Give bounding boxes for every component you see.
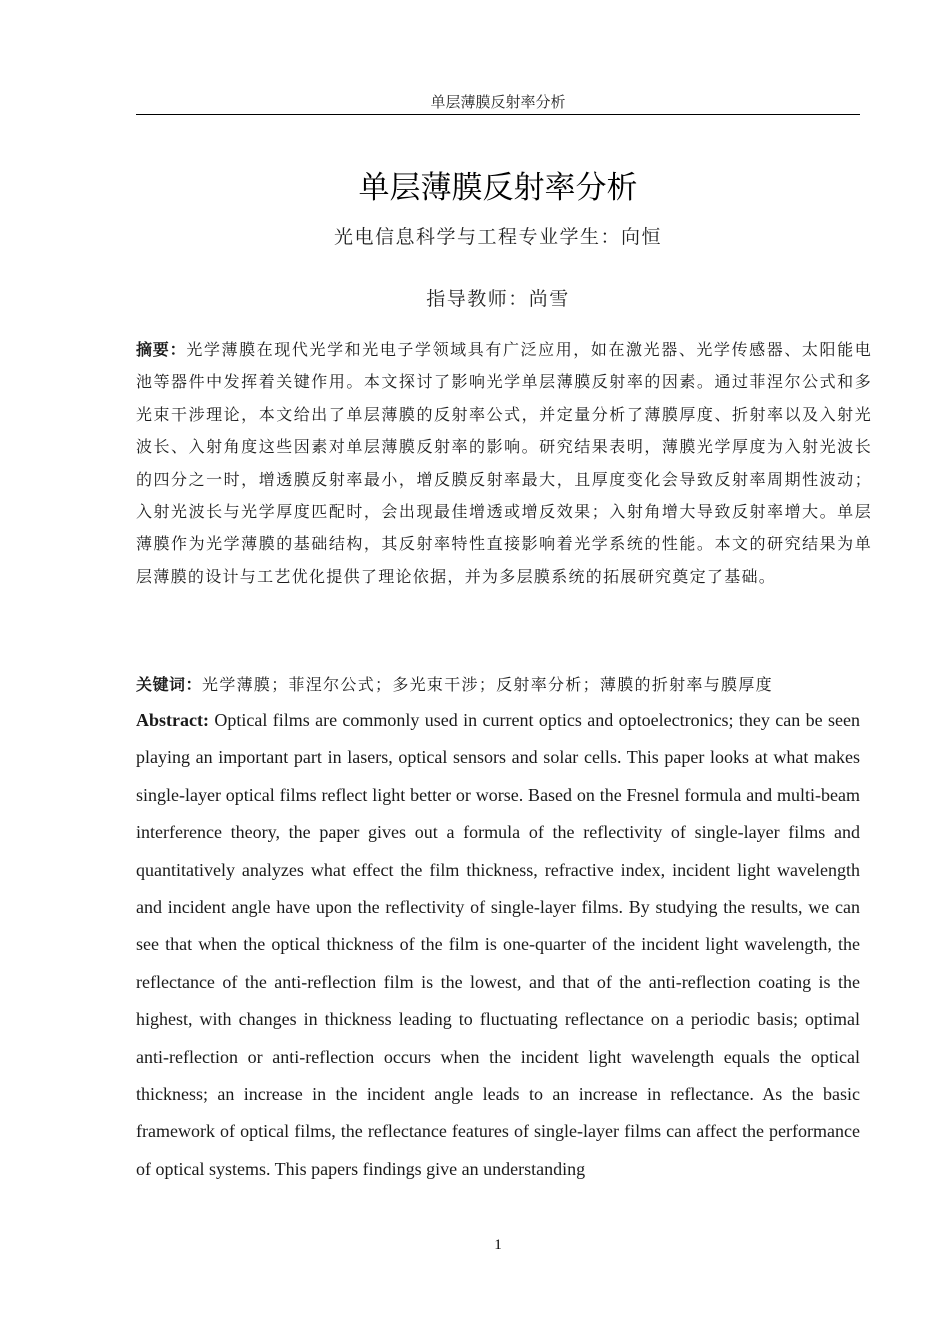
running-header: 单层薄膜反射率分析 [430, 93, 566, 111]
english-abstract-text: Optical films are commonly used in current optics and optoelectronics; they can be seen playing an important part in lasers, optical sensors and solar cells. This paper looks at what makes single-layer optical films reflect light better or worse. Based on the Fresnel formula and multi-beam interference theory, the paper gives out a formula of the reflectivity of single-layer films and quantitatively analyzes what effect the film thickness, refractive index, incident light wavelength and incident angle have upon the reflectivity of single-layer films. By studying the results, we can see that when the optical thickness of the film is one-quarter of the incident light wavelength, the reflectance of the anti-reflection film is the lowest, and that of the anti-reflection coating is the highest, with changes in thickness leading to fluctuating reflectance on a periodic basis; optimal anti-reflection or anti-reflection occurs when the incident light wavelength equals the optical thickness; an increase in the incident angle leads to an increase in reflectance. As the basic framework of optical films, the reflectance features of single-layer films can affect the performance of optical systems. This papers findings give an understanding [136, 710, 860, 1179]
author-line: 光电信息科学与工程专业学生：向恒 [333, 226, 662, 248]
chinese-keywords [136, 670, 872, 700]
chinese-abstract-text: 光学薄膜在现代光学和光电子学领域具有广泛应用，如在激光器、光学传感器、太阳能电池等器件中发挥着关键作用。本文探讨了影响光学单层薄膜反射率的因素。通过菲涅尔公式和多光束干涉理论，本文给出了单层薄膜的反射率公式，并定量分析了薄膜厚度、折射率以及入射光波长、入射角度这些因素对单层薄膜反射率的影响。研究结果表明，薄膜光学厚度为入射光波长的四分之一时，增透膜反射率最小，增反膜反射率最大，且厚度变化会导致反射率周期性波动；入射光波长与光学厚度匹配时，会出现最佳增透或增反效果；入射角增大导致反射率增大。单层薄膜作为光学薄膜的基础结构，其反射率特性直接影响着光学系统的性能。本文的研究结果为单层薄膜的设计与工艺优化提供了理论依据，并为多层膜系统的拓展研究奠定了基础。 [136, 340, 872, 586]
chinese-keywords-label: 关键词： [136, 675, 203, 694]
english-abstract-label: Abstract: [136, 710, 209, 730]
advisor-line: 指导教师：尚雪 [426, 288, 570, 310]
paper-title: 单层薄膜反射率分析 [358, 170, 638, 206]
english-abstract [136, 702, 860, 1188]
header-divider [136, 114, 860, 115]
chinese-abstract [136, 334, 872, 593]
chinese-keywords-text: 光学薄膜；菲涅尔公式；多光束干涉；反射率分析；薄膜的折射率与膜厚度 [202, 675, 773, 694]
chinese-abstract-label: 摘要： [136, 340, 187, 359]
page-number: 1 [494, 1237, 502, 1253]
